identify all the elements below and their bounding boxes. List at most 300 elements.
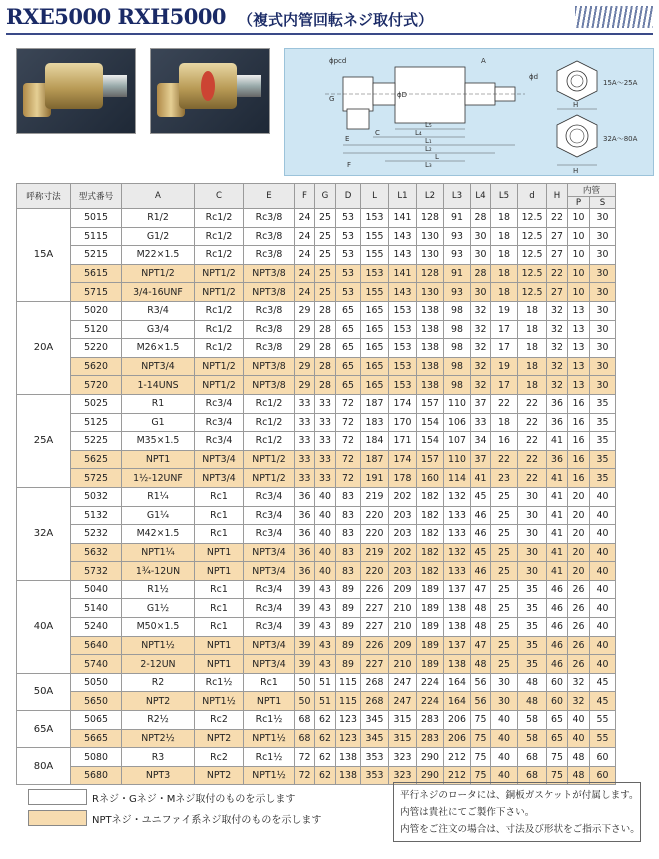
table-cell: 40 bbox=[491, 766, 518, 785]
table-cell: 5220 bbox=[71, 339, 122, 358]
table-row bbox=[17, 655, 616, 674]
table-cell: 107 bbox=[444, 432, 471, 451]
table-cell: 33 bbox=[315, 450, 336, 469]
table-cell: 227 bbox=[361, 599, 389, 618]
table-cell: 53 bbox=[336, 209, 361, 228]
drawing-label-l4: L₄ bbox=[415, 129, 422, 137]
table-cell: 115 bbox=[336, 673, 361, 692]
table-cell: 41 bbox=[547, 432, 568, 451]
table-cell: 187 bbox=[361, 394, 389, 413]
table-cell: 138 bbox=[417, 320, 444, 339]
table-cell: NPT2 bbox=[195, 729, 244, 748]
table-cell: 30 bbox=[518, 543, 547, 562]
table-cell: 62 bbox=[315, 729, 336, 748]
table-cell: 191 bbox=[361, 469, 389, 488]
table-cell: 22 bbox=[518, 450, 547, 469]
table-cell: 43 bbox=[315, 655, 336, 674]
table-cell: 46 bbox=[547, 618, 568, 637]
table-cell: 33 bbox=[315, 469, 336, 488]
table-cell: 106 bbox=[444, 413, 471, 432]
table-cell: 33 bbox=[315, 413, 336, 432]
header-model-no: 型式番号 bbox=[71, 184, 122, 209]
table-cell: NPT1/2 bbox=[195, 264, 244, 283]
table-cell: 25 bbox=[491, 543, 518, 562]
table-cell: 212 bbox=[444, 748, 471, 767]
table-cell: G1/2 bbox=[122, 227, 195, 246]
table-cell: 24 bbox=[295, 246, 315, 265]
table-cell: 220 bbox=[361, 506, 389, 525]
table-cell: NPT2½ bbox=[122, 729, 195, 748]
table-cell: 30 bbox=[491, 673, 518, 692]
table-cell: 89 bbox=[336, 580, 361, 599]
table-cell: 27 bbox=[547, 246, 568, 265]
table-cell: 315 bbox=[389, 729, 417, 748]
header-l1: L1 bbox=[389, 184, 417, 209]
table-cell: 30 bbox=[590, 339, 616, 358]
table-cell: 138 bbox=[417, 339, 444, 358]
page-title: RXE5000 RXH5000 bbox=[6, 4, 227, 29]
table-cell: 224 bbox=[417, 692, 444, 711]
table-cell: 345 bbox=[361, 711, 389, 730]
table-cell: 12.5 bbox=[518, 227, 547, 246]
table-cell: 189 bbox=[417, 618, 444, 637]
table-cell: 164 bbox=[444, 673, 471, 692]
drawing-label-h-bottom: H bbox=[573, 167, 579, 175]
drawing-label-a: A bbox=[481, 57, 486, 65]
table-cell: 35 bbox=[518, 618, 547, 637]
table-cell: 62 bbox=[315, 766, 336, 785]
table-row bbox=[17, 227, 616, 246]
table-cell: 60 bbox=[547, 673, 568, 692]
table-row bbox=[17, 246, 616, 265]
header-l3: L3 bbox=[444, 184, 471, 209]
table-cell: 141 bbox=[389, 264, 417, 283]
table-cell: 33 bbox=[471, 413, 491, 432]
table-cell: 33 bbox=[295, 450, 315, 469]
table-cell: 65 bbox=[547, 711, 568, 730]
table-cell: NPT3/4 bbox=[122, 357, 195, 376]
table-cell: Rc1½ bbox=[244, 748, 295, 767]
table-cell: 28 bbox=[315, 320, 336, 339]
table-cell: 123 bbox=[336, 711, 361, 730]
table-cell: Rc1½ bbox=[244, 711, 295, 730]
table-cell: 39 bbox=[295, 618, 315, 637]
table-row bbox=[17, 692, 616, 711]
table-cell: 72 bbox=[336, 450, 361, 469]
table-cell: 5632 bbox=[71, 543, 122, 562]
table-cell: 40 bbox=[491, 748, 518, 767]
table-cell: 202 bbox=[389, 487, 417, 506]
table-cell: 25 bbox=[491, 655, 518, 674]
table-cell: 32 bbox=[471, 339, 491, 358]
table-cell: 48 bbox=[471, 618, 491, 637]
table-cell: R1 bbox=[122, 394, 195, 413]
table-cell: 65 bbox=[547, 729, 568, 748]
table-cell: NPT1½ bbox=[122, 636, 195, 655]
table-cell: 16 bbox=[568, 394, 590, 413]
table-cell: 33 bbox=[295, 432, 315, 451]
table-cell: 40 bbox=[315, 487, 336, 506]
table-cell: 187 bbox=[361, 450, 389, 469]
table-cell: 25 bbox=[491, 636, 518, 655]
table-cell: 16 bbox=[491, 432, 518, 451]
table-cell: 189 bbox=[417, 580, 444, 599]
table-cell: 18 bbox=[491, 283, 518, 302]
table-cell: 3/4-16UNF bbox=[122, 283, 195, 302]
table-cell: 219 bbox=[361, 543, 389, 562]
table-cell: 72 bbox=[336, 432, 361, 451]
table-cell: 10 bbox=[568, 209, 590, 228]
table-cell: 83 bbox=[336, 506, 361, 525]
table-cell: 26 bbox=[568, 580, 590, 599]
table-row bbox=[17, 432, 616, 451]
table-cell: 75 bbox=[471, 729, 491, 748]
drawing-label-d-top: ϕd bbox=[529, 73, 539, 81]
table-row bbox=[17, 209, 616, 228]
table-cell: 25 bbox=[491, 525, 518, 544]
table-cell: 22 bbox=[518, 413, 547, 432]
header-c: C bbox=[195, 184, 244, 209]
table-cell: 35 bbox=[518, 636, 547, 655]
table-cell: 143 bbox=[389, 283, 417, 302]
table-cell: 182 bbox=[417, 562, 444, 581]
table-row bbox=[17, 748, 616, 767]
table-cell: 98 bbox=[444, 339, 471, 358]
table-cell: 17 bbox=[491, 339, 518, 358]
table-cell: 132 bbox=[444, 543, 471, 562]
table-row bbox=[17, 599, 616, 618]
table-cell: 22 bbox=[518, 394, 547, 413]
header-f: F bbox=[295, 184, 315, 209]
table-cell: 153 bbox=[389, 376, 417, 395]
table-cell: 46 bbox=[471, 562, 491, 581]
header-a: A bbox=[122, 184, 195, 209]
table-cell: 25 bbox=[491, 580, 518, 599]
table-cell: 206 bbox=[444, 711, 471, 730]
table-cell: R1¼ bbox=[122, 487, 195, 506]
table-cell: 62 bbox=[315, 711, 336, 730]
table-cell: R2 bbox=[122, 673, 195, 692]
table-cell: 18 bbox=[491, 413, 518, 432]
table-cell: 5720 bbox=[71, 376, 122, 395]
table-cell: 165 bbox=[361, 376, 389, 395]
table-cell: 132 bbox=[444, 487, 471, 506]
table-cell: 58 bbox=[518, 711, 547, 730]
table-cell: 45 bbox=[590, 673, 616, 692]
table-cell: Rc1/2 bbox=[195, 301, 244, 320]
table-cell: 16 bbox=[568, 469, 590, 488]
table-cell: 12.5 bbox=[518, 283, 547, 302]
table-cell: 13 bbox=[568, 376, 590, 395]
table-cell: NPT2 bbox=[195, 766, 244, 785]
table-cell: 83 bbox=[336, 525, 361, 544]
table-cell: 25 bbox=[491, 506, 518, 525]
table-cell: 227 bbox=[361, 655, 389, 674]
product-photo-2 bbox=[150, 48, 270, 134]
header-e: E bbox=[244, 184, 295, 209]
table-cell: 130 bbox=[417, 283, 444, 302]
table-cell: 247 bbox=[389, 692, 417, 711]
table-cell: 182 bbox=[417, 487, 444, 506]
table-cell: 29 bbox=[295, 357, 315, 376]
table-cell: 30 bbox=[590, 246, 616, 265]
table-cell: 53 bbox=[336, 283, 361, 302]
table-cell: 75 bbox=[471, 748, 491, 767]
table-cell: 28 bbox=[471, 264, 491, 283]
table-cell: R2½ bbox=[122, 711, 195, 730]
table-row bbox=[17, 487, 616, 506]
table-cell: 155 bbox=[361, 227, 389, 246]
table-cell: 12.5 bbox=[518, 264, 547, 283]
table-cell: 202 bbox=[389, 543, 417, 562]
table-cell: 189 bbox=[417, 636, 444, 655]
table-cell: 41 bbox=[547, 562, 568, 581]
table-cell: 5650 bbox=[71, 692, 122, 711]
table-cell: 114 bbox=[444, 469, 471, 488]
table-cell: G1 bbox=[122, 413, 195, 432]
table-cell: 36 bbox=[295, 506, 315, 525]
table-cell: 138 bbox=[444, 655, 471, 674]
table-cell: 39 bbox=[295, 580, 315, 599]
table-cell: 65 bbox=[336, 376, 361, 395]
table-cell: 56 bbox=[471, 673, 491, 692]
table-cell: 36 bbox=[547, 394, 568, 413]
table-cell: NPT1 bbox=[122, 450, 195, 469]
table-cell: NPT3/4 bbox=[195, 450, 244, 469]
table-cell: 210 bbox=[389, 618, 417, 637]
table-cell: 155 bbox=[361, 283, 389, 302]
table-cell: 30 bbox=[518, 562, 547, 581]
table-cell: Rc3/8 bbox=[244, 246, 295, 265]
table-cell: NPT1½ bbox=[195, 692, 244, 711]
table-row bbox=[17, 413, 616, 432]
table-cell: 41 bbox=[547, 487, 568, 506]
table-cell: 89 bbox=[336, 636, 361, 655]
table-cell: 155 bbox=[361, 246, 389, 265]
table-cell: 39 bbox=[295, 636, 315, 655]
table-cell: 10 bbox=[568, 246, 590, 265]
table-cell: 75 bbox=[547, 748, 568, 767]
table-cell: 18 bbox=[491, 227, 518, 246]
table-row bbox=[17, 525, 616, 544]
table-cell: 47 bbox=[471, 580, 491, 599]
legend-text-npt: NPTネジ・ユニファイ系ネジ取付のものを示します bbox=[92, 815, 322, 826]
table-cell: 5040 bbox=[71, 580, 122, 599]
table-cell: Rc1/2 bbox=[244, 394, 295, 413]
table-cell: 91 bbox=[444, 209, 471, 228]
table-cell: 128 bbox=[417, 264, 444, 283]
table-cell: 345 bbox=[361, 729, 389, 748]
header-inner-pipe: 内管 bbox=[568, 184, 616, 197]
table-cell: 283 bbox=[417, 711, 444, 730]
table-cell: 157 bbox=[417, 394, 444, 413]
table-cell: NPT2 bbox=[122, 692, 195, 711]
table-cell: 184 bbox=[361, 432, 389, 451]
table-cell: 165 bbox=[361, 357, 389, 376]
table-cell: 22 bbox=[491, 394, 518, 413]
table-cell: 226 bbox=[361, 580, 389, 599]
drawing-label-l: L bbox=[435, 153, 439, 161]
table-cell: 41 bbox=[547, 469, 568, 488]
table-cell: 5215 bbox=[71, 246, 122, 265]
table-cell: 138 bbox=[417, 376, 444, 395]
table-cell: 13 bbox=[568, 339, 590, 358]
table-cell: Rc1/2 bbox=[244, 413, 295, 432]
table-cell: 171 bbox=[389, 432, 417, 451]
table-cell: 33 bbox=[295, 394, 315, 413]
table-cell: 227 bbox=[361, 618, 389, 637]
table-cell: 18 bbox=[518, 357, 547, 376]
table-cell: 138 bbox=[336, 748, 361, 767]
table-cell: 28 bbox=[471, 209, 491, 228]
table-cell: 137 bbox=[444, 580, 471, 599]
table-cell: 25 bbox=[491, 487, 518, 506]
table-cell: G1¼ bbox=[122, 506, 195, 525]
table-cell: 33 bbox=[295, 413, 315, 432]
table-cell: 26 bbox=[568, 636, 590, 655]
table-cell: Rc3/4 bbox=[195, 432, 244, 451]
table-cell: G1½ bbox=[122, 599, 195, 618]
dimension-drawing bbox=[284, 48, 654, 176]
note-gasket: 平行ネジのロータには、銅板ガスケットが付属します。 bbox=[400, 790, 639, 801]
header-g: G bbox=[315, 184, 336, 209]
drawing-label-l2: L₂ bbox=[425, 145, 432, 153]
table-cell: 40 bbox=[590, 599, 616, 618]
table-cell: 30 bbox=[590, 357, 616, 376]
table-cell: NPT3/8 bbox=[244, 357, 295, 376]
table-cell: 30 bbox=[518, 525, 547, 544]
table-cell: 72 bbox=[336, 413, 361, 432]
table-cell: 143 bbox=[389, 246, 417, 265]
table-cell: NPT3 bbox=[122, 766, 195, 785]
table-cell: 43 bbox=[315, 580, 336, 599]
table-cell: 98 bbox=[444, 357, 471, 376]
table-cell: NPT1¼ bbox=[122, 543, 195, 562]
table-cell: 65 bbox=[336, 301, 361, 320]
table-cell: 26 bbox=[568, 599, 590, 618]
table-cell: 29 bbox=[295, 320, 315, 339]
drawing-label-l1: L₁ bbox=[425, 137, 432, 145]
table-cell: 36 bbox=[547, 450, 568, 469]
table-cell: 41 bbox=[547, 506, 568, 525]
table-cell: NPT1/2 bbox=[195, 283, 244, 302]
table-cell: 35 bbox=[590, 394, 616, 413]
table-cell: 153 bbox=[389, 357, 417, 376]
table-cell: 220 bbox=[361, 562, 389, 581]
table-cell: G3/4 bbox=[122, 320, 195, 339]
table-cell: NPT1 bbox=[195, 543, 244, 562]
table-cell: 283 bbox=[417, 729, 444, 748]
title-bar bbox=[0, 0, 659, 40]
table-cell: 22 bbox=[547, 264, 568, 283]
table-cell: Rc3/4 bbox=[195, 413, 244, 432]
table-cell: 65 bbox=[336, 339, 361, 358]
table-cell: Rc1 bbox=[195, 618, 244, 637]
table-cell: 30 bbox=[518, 506, 547, 525]
table-cell: 27 bbox=[547, 227, 568, 246]
table-cell: 25 bbox=[315, 209, 336, 228]
table-cell: 37 bbox=[471, 450, 491, 469]
table-cell: 37 bbox=[471, 394, 491, 413]
table-cell: 36 bbox=[295, 487, 315, 506]
table-cell: 33 bbox=[295, 469, 315, 488]
table-cell: 25 bbox=[491, 562, 518, 581]
table-cell: 5715 bbox=[71, 283, 122, 302]
table-cell: 45 bbox=[471, 487, 491, 506]
table-cell: 290 bbox=[417, 766, 444, 785]
table-row bbox=[17, 394, 616, 413]
table-cell: 22 bbox=[518, 432, 547, 451]
table-cell: M42×1.5 bbox=[122, 525, 195, 544]
table-cell: 98 bbox=[444, 301, 471, 320]
table-cell: 48 bbox=[568, 748, 590, 767]
table-cell: 53 bbox=[336, 264, 361, 283]
table-cell: R3 bbox=[122, 748, 195, 767]
table-cell: 182 bbox=[417, 543, 444, 562]
table-cell: 323 bbox=[389, 748, 417, 767]
table-cell: 133 bbox=[444, 506, 471, 525]
table-cell: 25 bbox=[315, 246, 336, 265]
table-cell: 19 bbox=[491, 357, 518, 376]
table-cell: 18 bbox=[491, 246, 518, 265]
page-subtitle: （複式内管回転ネジ取付式） bbox=[238, 11, 434, 29]
table-cell: M22×1.5 bbox=[122, 246, 195, 265]
table-cell: 28 bbox=[315, 376, 336, 395]
table-cell: Rc1 bbox=[244, 673, 295, 692]
table-cell: 22 bbox=[518, 469, 547, 488]
table-cell: 189 bbox=[417, 599, 444, 618]
table-cell: 206 bbox=[444, 729, 471, 748]
table-cell: 16 bbox=[568, 413, 590, 432]
table-cell: Rc1 bbox=[195, 506, 244, 525]
table-cell: 133 bbox=[444, 562, 471, 581]
table-cell: 28 bbox=[315, 339, 336, 358]
table-cell: 40 bbox=[315, 562, 336, 581]
table-cell: 60 bbox=[590, 766, 616, 785]
table-cell: 5015 bbox=[71, 209, 122, 228]
table-cell: 138 bbox=[417, 357, 444, 376]
table-cell: 22 bbox=[547, 209, 568, 228]
table-cell: 123 bbox=[336, 729, 361, 748]
table-cell: 30 bbox=[590, 264, 616, 283]
table-cell: 5615 bbox=[71, 264, 122, 283]
table-cell: 209 bbox=[389, 636, 417, 655]
table-row bbox=[17, 450, 616, 469]
table-row bbox=[17, 506, 616, 525]
table-cell: 40 bbox=[315, 525, 336, 544]
table-cell: 157 bbox=[417, 450, 444, 469]
table-cell: Rc1/2 bbox=[244, 432, 295, 451]
table-cell: 138 bbox=[417, 301, 444, 320]
table-cell: M50×1.5 bbox=[122, 618, 195, 637]
table-cell: 36 bbox=[295, 543, 315, 562]
nominal-size-cell: 65A bbox=[17, 711, 71, 748]
table-cell: 138 bbox=[444, 599, 471, 618]
table-cell: 153 bbox=[389, 339, 417, 358]
table-cell: 32 bbox=[471, 376, 491, 395]
table-cell: 53 bbox=[336, 227, 361, 246]
drawing-label-l5: L₅ bbox=[425, 121, 432, 129]
table-row bbox=[17, 729, 616, 748]
table-cell: 29 bbox=[295, 376, 315, 395]
table-cell: 26 bbox=[568, 618, 590, 637]
table-cell: 89 bbox=[336, 655, 361, 674]
table-cell: 48 bbox=[518, 692, 547, 711]
table-cell: 141 bbox=[389, 209, 417, 228]
table-cell: 68 bbox=[295, 711, 315, 730]
nominal-size-cell: 15A bbox=[17, 209, 71, 302]
table-cell: 20 bbox=[568, 487, 590, 506]
